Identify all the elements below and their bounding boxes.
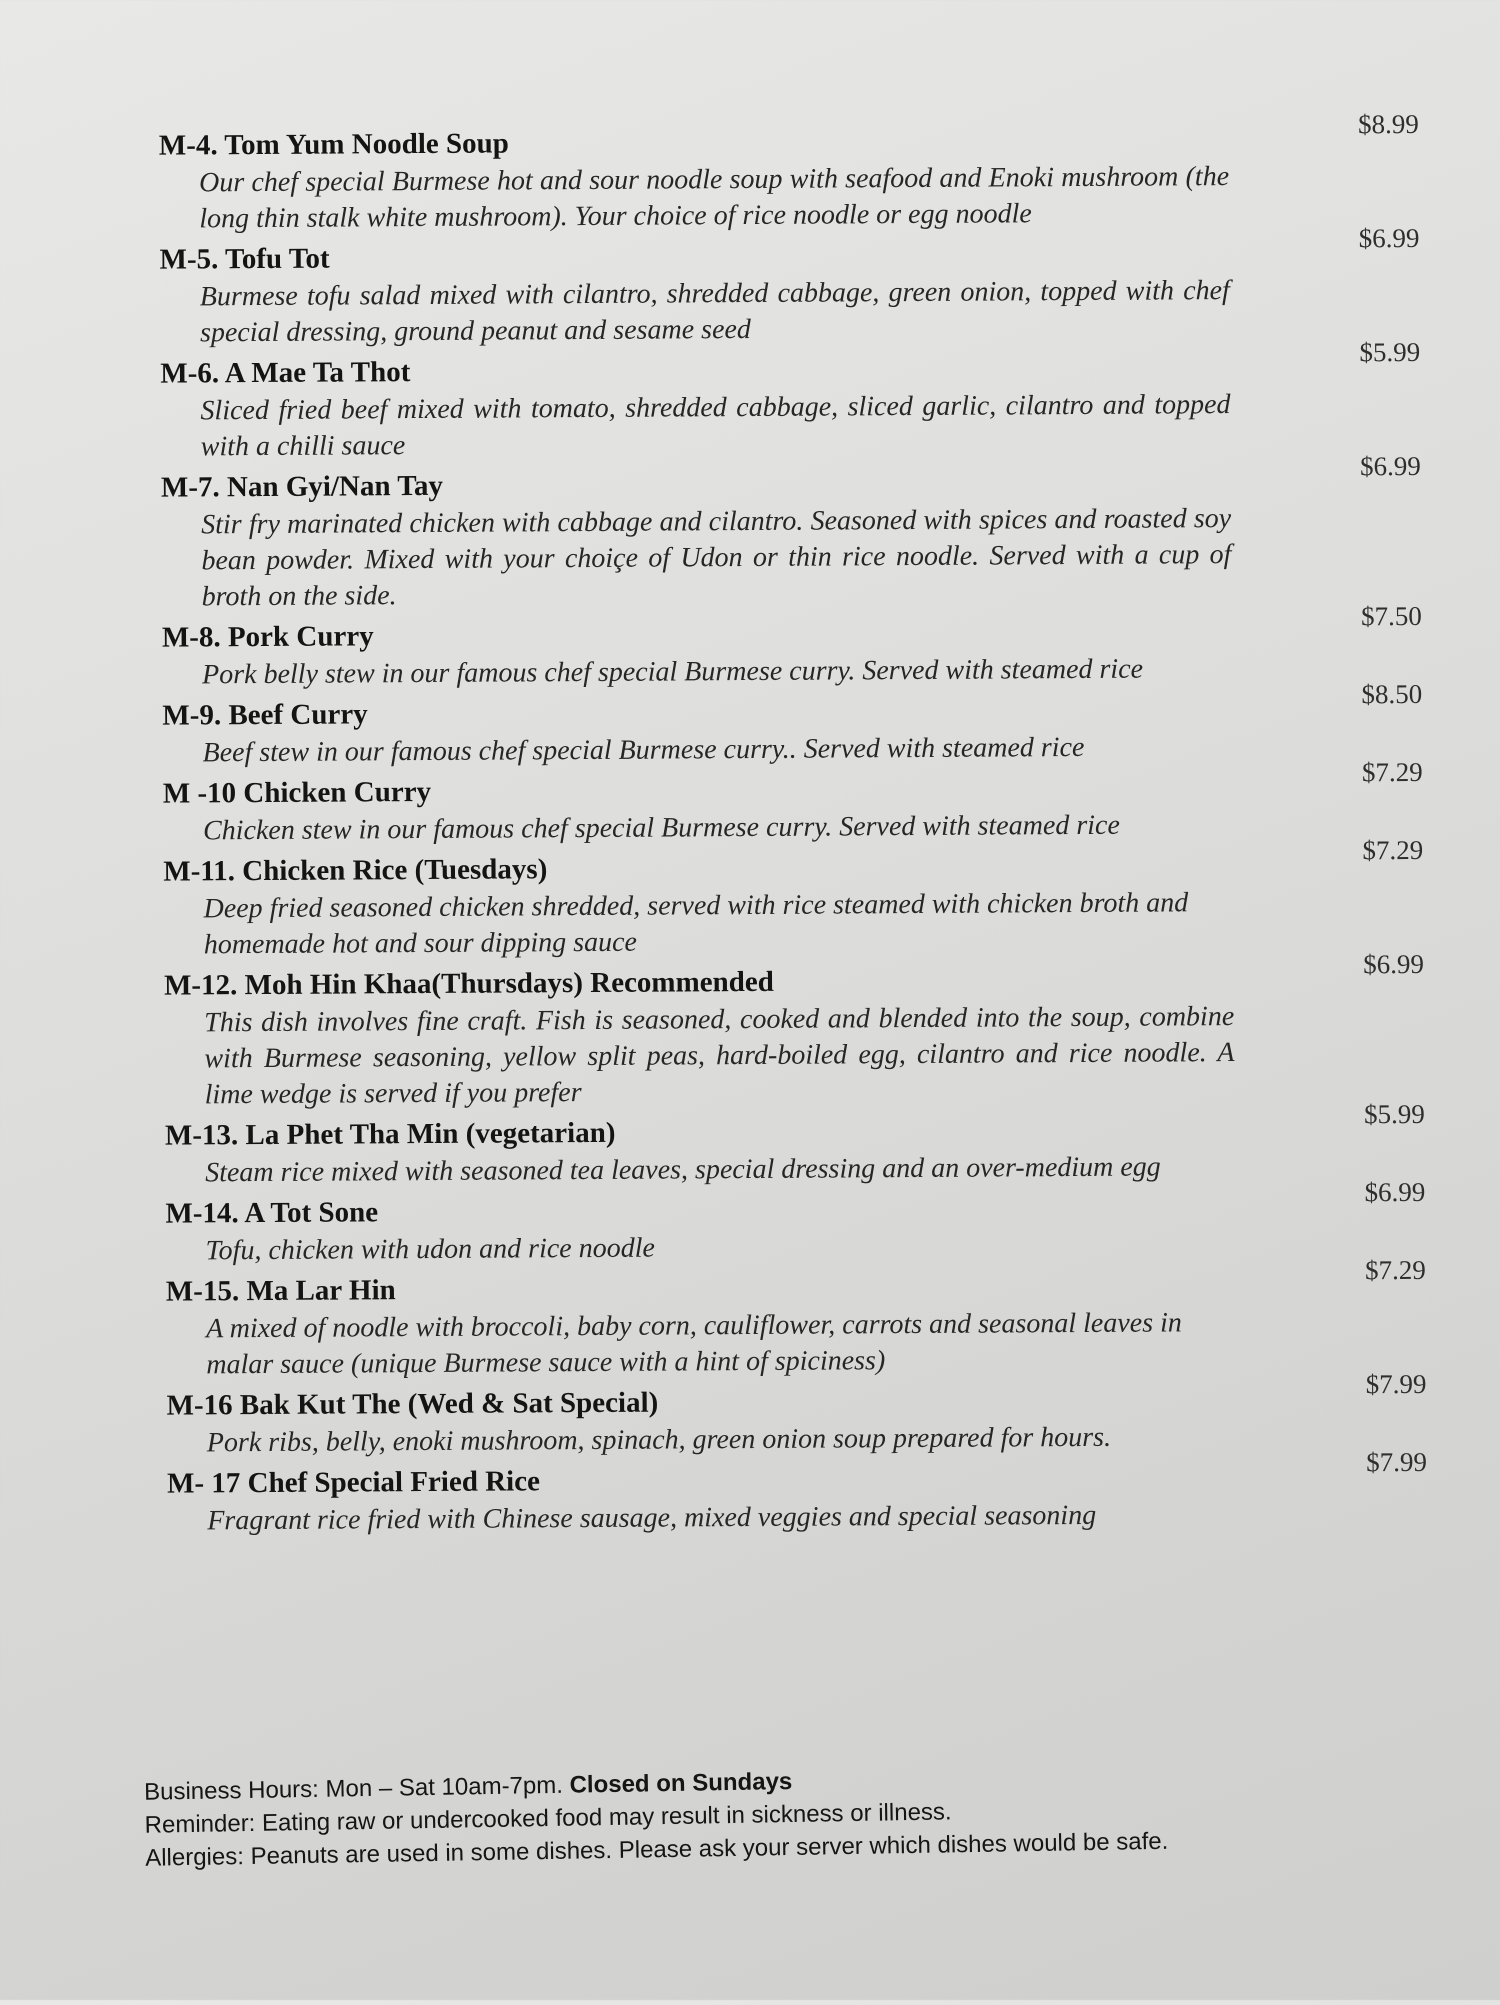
menu-item-price: $6.99: [1358, 222, 1420, 254]
menu-item: [158, 108, 1420, 238]
menu-item-description: Pork belly stew in our famous chef special Burmese curry. Served with steamed rice: [202, 653, 1144, 691]
menu-item-price: $7.29: [1364, 1254, 1426, 1286]
menu-item-name: M-15. Ma Lar Hin: [165, 1274, 396, 1308]
menu-item-header: [160, 450, 1421, 508]
menu-item-header: [165, 1176, 1426, 1234]
menu-item-header: [164, 1098, 1425, 1156]
menu-footer: [144, 1756, 1345, 1875]
menu-item-description: Chicken stew in our famous chef special Burmese curry. Served with steamed rice: [202, 809, 1120, 847]
menu-item-name: M-6. A Mae Ta Thot: [160, 356, 411, 390]
menu-item-header: [166, 1446, 1428, 1504]
menu-item-price: $8.99: [1357, 108, 1419, 140]
menu-item: [161, 600, 1422, 694]
menu-item-header: [158, 108, 1419, 166]
menu-item: [166, 1368, 1427, 1462]
menu-item-header: [162, 756, 1423, 814]
menu-item-description: Fragrant rice fried with Chinese sausage, mixed veggies and special seasoning: [207, 1499, 1097, 1537]
menu-item-header: [159, 222, 1420, 280]
menu-item-header: [163, 834, 1424, 892]
menu-item-description: Our chef special Burmese hot and sour noodle soup with seafood and Enoki mushroom (the long thin stalk white mushroom). Your choice of rice noodle or egg noodle: [199, 161, 1230, 235]
menu-item: [164, 1098, 1425, 1192]
menu-item-name: M-11. Chicken Rice (Tuesdays): [163, 853, 548, 888]
menu-item-name: M-13. La Phet Tha Min (vegetarian): [164, 1116, 616, 1152]
menu-item-description: Deep fried seasoned chicken shredded, served with rice steamed with chicken broth and homemade hot and sour dipping sauce: [203, 887, 1189, 961]
menu-item-name: M-7. Nan Gyi/Nan Tay: [160, 469, 444, 504]
menu-list: [158, 108, 1428, 1542]
menu-item-description: Pork ribs, belly, enoki mushroom, spinach, green onion soup prepared for hours.: [206, 1421, 1112, 1459]
menu-item-price: $5.99: [1363, 1098, 1425, 1130]
menu-item-price: $6.99: [1360, 450, 1421, 482]
menu-item-description: Burmese tofu salad mixed with cilantro, shredded cabbage, green onion, topped with chef special dressing, ground peanut and sesame seed: [199, 275, 1230, 349]
menu-item-name: M-8. Pork Curry: [161, 620, 374, 654]
menu-item-price: $6.99: [1363, 948, 1424, 980]
menu-item: [163, 948, 1425, 1114]
menu-item: [166, 1446, 1428, 1540]
menu-item-price: $7.99: [1365, 1368, 1427, 1400]
menu-item-description: This dish involves fine craft. Fish is seasoned, cooked and blended into the soup, combine with Burmese seasoning, yellow split peas, hard-boiled egg, cilantro and rice noodle. A lime wedge is served if you prefer: [204, 1001, 1235, 1111]
menu-item-price: $7.29: [1361, 756, 1423, 788]
menu-item-description: Stir fry marinated chicken with cabbage and cilantro. Seasoned with spices and roasted soy bean powder. Mixed with your choiçe of Udon or thin rice noodle. Served with a cup of broth on the side.: [201, 503, 1232, 613]
menu-item: [165, 1254, 1427, 1384]
business-hours-label: Business Hours: Mon – Sat 10am-7pm.: [143, 1771, 564, 1806]
menu-item-description: A mixed of noodle with broccoli, baby corn, cauliflower, carrots and seasonal leaves in malar sauce (unique Burmese sauce with a hint of spiciness): [206, 1307, 1182, 1381]
menu-item-name: M-5. Tofu Tot: [159, 242, 330, 276]
menu-item: [160, 450, 1422, 616]
menu-item-price: $7.29: [1362, 834, 1424, 866]
menu-item-description: Steam rice mixed with seasoned tea leaves, special dressing and an over-medium egg: [205, 1151, 1161, 1189]
allergy-notice: Allergies: Peanuts are used in some dishes. Please ask your server which dishes would be safe.: [144, 1827, 1169, 1872]
menu-item-name: M-9. Beef Curry: [162, 698, 368, 732]
menu-item: [160, 336, 1421, 466]
menu-item-header: [160, 336, 1421, 394]
closed-notice: Closed on Sundays: [569, 1767, 793, 1799]
menu-item-header: [166, 1368, 1427, 1426]
menu-item-name: M-14. A Tot Sone: [165, 1196, 379, 1230]
menu-item-description: Sliced fried beef mixed with tomato, shredded cabbage, sliced garlic, cilantro and topped with a chilli sauce: [200, 389, 1231, 463]
menu-item-header: [162, 678, 1423, 736]
menu-item-description: Tofu, chicken with udon and rice noodle: [205, 1232, 655, 1267]
menu-item-price: $7.50: [1360, 600, 1422, 632]
menu-item-description: Beef stew in our famous chef special Burmese curry.. Served with steamed rice: [202, 731, 1085, 769]
menu-item-name: M-4. Tom Yum Noodle Soup: [158, 127, 509, 162]
menu-item-price: $6.99: [1364, 1176, 1426, 1208]
menu-item-name: M -10 Chicken Curry: [162, 775, 432, 810]
menu-item-header: [165, 1254, 1426, 1312]
menu-item: [163, 834, 1424, 964]
menu-item: [159, 222, 1420, 352]
menu-item-price: $5.99: [1359, 336, 1421, 368]
menu-item: [162, 756, 1423, 850]
menu-item-name: M- 17 Chef Special Fried Rice: [166, 1465, 541, 1500]
menu-item-name: M-12. Moh Hin Khaa(Thursdays) Recommended: [163, 965, 774, 1002]
food-safety-reminder: Reminder: Eating raw or undercooked food may result in sickness or illness.: [144, 1798, 952, 1839]
menu-item-name: M-16 Bak Kut The (Wed & Sat Special): [166, 1386, 659, 1422]
menu-item-header: [163, 948, 1424, 1006]
menu-item-price: $8.50: [1361, 678, 1423, 710]
menu-item-header: [161, 600, 1422, 658]
menu-item-price: $7.99: [1366, 1446, 1428, 1478]
